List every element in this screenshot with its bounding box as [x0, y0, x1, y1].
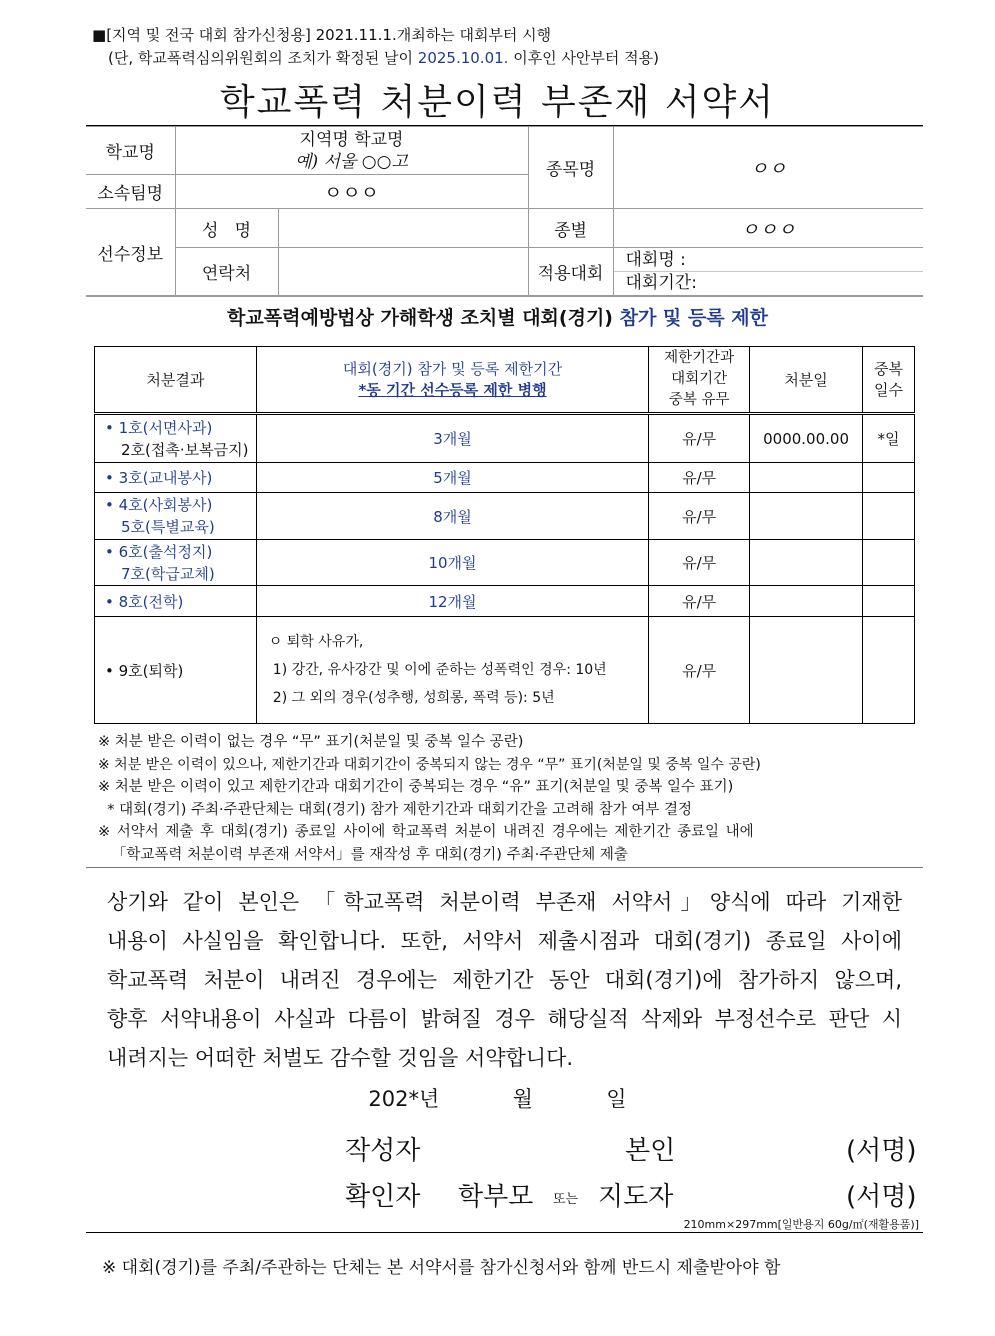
- confirmer-label: 확인자: [345, 1182, 421, 1212]
- declaration-line-2: 내용이 사실임을 확인합니다. 또한, 서약서 제출시점과 대회(경기) 종료일 사이에: [107, 929, 902, 953]
- period-cell: 10개월: [256, 540, 648, 586]
- bullet-icon: •: [105, 496, 114, 514]
- overlap-cell[interactable]: 유/무: [649, 493, 750, 540]
- contact-label: 연락처: [175, 248, 278, 296]
- school-label: 학교명: [86, 127, 175, 175]
- writer-role: 본인: [625, 1136, 676, 1166]
- confirmer-signature[interactable]: (서명): [846, 1182, 917, 1212]
- bullet-icon: •: [105, 418, 114, 437]
- notes-block: [98, 731, 928, 866]
- restriction-table: [94, 346, 915, 724]
- declaration-line-4: 향후 서약내용이 사실과 다름이 밝혀질 경우 해당실적 삭제와 부정선수로 판단 시: [107, 1007, 902, 1031]
- overlap-cell[interactable]: 유/무: [649, 540, 750, 586]
- overlap-cell[interactable]: 유/무: [649, 463, 750, 493]
- notice-line-2: [108, 47, 659, 68]
- result-cell: [95, 586, 257, 617]
- note-2: ※ 처분 받은 이력이 있으나, 제한기간과 대회기간이 중복되지 않는 경우 “무” 표기(처분일 및 중복 일수 공란): [98, 756, 761, 773]
- date-cell[interactable]: [750, 586, 863, 617]
- days-cell[interactable]: [863, 586, 915, 617]
- date-cell[interactable]: [750, 493, 863, 540]
- header-overlap: [649, 347, 750, 414]
- bullet-icon: •: [105, 469, 114, 487]
- footer-note: ※ 대회(경기)를 주최/주관하는 단체는 본 서약서를 참가신청서와 함께 반드시 제출받아야 함: [102, 1258, 781, 1278]
- header-days: [863, 347, 915, 414]
- header-days-2: 일수: [874, 380, 903, 399]
- confirmer-coach: 지도자: [598, 1182, 674, 1212]
- result-cell: [95, 493, 257, 540]
- overlap-cell[interactable]: 유/무: [649, 414, 750, 463]
- days-cell[interactable]: [863, 540, 915, 586]
- section-heading-highlight: 참가 및 등록 제한: [619, 307, 768, 329]
- info-bottom-line: [86, 296, 923, 297]
- category-value[interactable]: ㅇㅇㅇ: [613, 209, 923, 248]
- header-period-note: *동 기간 선수등록 제한 병행: [358, 380, 547, 399]
- competition-field[interactable]: [613, 248, 923, 296]
- result-cell: [95, 540, 257, 586]
- dismissal-case-1: 1) 강간, 유사강간 및 이에 준하는 성폭력인 경우: 10년: [272, 662, 607, 678]
- header-period: [256, 347, 648, 414]
- table-row: [95, 463, 915, 493]
- paper-spec: 210mm×297mm[일반용지 60g/㎡(재활용품)]: [683, 1218, 919, 1231]
- confirmer-or: 또는: [553, 1192, 579, 1207]
- effective-date: 2025.10.01.: [417, 49, 509, 67]
- dismissal-detail-cell: [256, 617, 648, 724]
- name-label: 성 명: [175, 209, 278, 248]
- result-text: 9호(퇴학): [118, 661, 184, 680]
- competition-label: 적용대회: [528, 248, 613, 296]
- result-text: 4호(사회봉사): [118, 496, 213, 514]
- page-title: 학교폭력 처분이력 부존재 서약서: [219, 82, 776, 123]
- team-value[interactable]: ㅇㅇㅇ: [175, 175, 528, 209]
- note-4: * 대회(경기) 주최·주관단체는 대회(경기) 참가 제한기간과 대회기간을 고려해 참가 여부 결정: [98, 801, 693, 818]
- note-5: ※ 서약서 제출 후 대회(경기) 종료일 사이에 학교폭력 처분이 내려진 경우에는 제한기간 종료일 내에: [98, 824, 754, 840]
- note-6: 「학교폭력 처분이력 부존재 서약서」를 재작성 후 대회(경기) 주최·주관단체 제출: [98, 846, 628, 863]
- school-value[interactable]: [175, 127, 528, 175]
- declaration-line-1: 상기와 같이 본인은 「학교폭력 처분이력 부존재 서약서」양식에 따라 기재한: [107, 890, 902, 914]
- contact-field[interactable]: [278, 248, 528, 296]
- team-label: 소속팀명: [86, 175, 175, 209]
- bullet-icon: •: [105, 542, 114, 561]
- header-result: 처분결과: [95, 347, 257, 414]
- notice-prefix: (단, 학교폭력심의위원회의 조치가 확정된 날이: [108, 49, 418, 67]
- table-row: [95, 617, 915, 724]
- period-cell: 5개월: [256, 463, 648, 493]
- result-text: 3호(교내봉사): [118, 469, 213, 487]
- date-cell[interactable]: [750, 463, 863, 493]
- period-cell: 3개월: [256, 414, 648, 463]
- result-cell: [95, 617, 257, 724]
- school-example: 예) 서울 ○○고: [295, 151, 408, 172]
- header-overlap-2: 대회기간: [671, 371, 728, 387]
- header-days-1: 중복: [874, 359, 903, 378]
- declaration-line-5: 내려지는 어떠한 처벌도 감수할 것임을 서약합니다.: [107, 1046, 574, 1070]
- section-heading-text: 학교폭력예방법상 가해학생 조치별 대회(경기): [227, 307, 620, 329]
- date-cell[interactable]: 0000.00.00: [750, 414, 863, 463]
- dismissal-case-2: 2) 그 외의 경우(성추행, 성희롱, 폭력 등): 5년: [272, 690, 555, 706]
- square-bullet-icon: ■: [92, 26, 107, 44]
- result-cell: [95, 463, 257, 493]
- result-text-2: 2호(접촉·보복금지): [121, 440, 249, 459]
- competition-name-label: 대회명 :: [614, 249, 924, 272]
- event-value[interactable]: ㅇㅇ: [613, 127, 923, 209]
- notice-suffix: 이후인 사안부터 적용): [508, 49, 660, 67]
- notice-line-1: [92, 24, 551, 45]
- header-overlap-3: 중복 유무: [668, 392, 730, 408]
- note-1: ※ 처분 받은 이력이 없는 경우 “무” 표기(처분일 및 중복 일수 공란): [98, 734, 524, 750]
- table-row: [95, 414, 915, 463]
- athlete-info-table: [86, 126, 923, 296]
- name-field[interactable]: [278, 209, 528, 248]
- header-period-main: 대회(경기) 참가 및 등록 제한기간: [342, 359, 563, 378]
- result-cell: [95, 414, 257, 463]
- athlete-info-label: 선수정보: [86, 209, 175, 296]
- dismissal-intro: ㅇ 퇴학 사유가,: [268, 634, 364, 650]
- header-overlap-1: 제한기간과: [664, 350, 735, 366]
- result-text-2: 5호(특별교육): [121, 518, 215, 536]
- footer-divider: [86, 1232, 923, 1233]
- notice-text-1: [지역 및 전국 대회 참가신청용] 2021.11.1.개최하는 대회부터 시행: [106, 26, 552, 44]
- table-row: [95, 540, 915, 586]
- header-date: 처분일: [750, 347, 863, 414]
- overlap-cell[interactable]: 유/무: [649, 586, 750, 617]
- signing-date[interactable]: 202*년 월 일: [368, 1087, 627, 1111]
- date-cell[interactable]: [750, 617, 863, 724]
- writer-label: 작성자: [345, 1136, 421, 1166]
- competition-period-label: 대회기간:: [625, 273, 697, 293]
- result-text: 6호(출석정지): [118, 542, 213, 561]
- writer-signature[interactable]: (서명): [846, 1136, 917, 1166]
- result-text-2: 7호(학급교체): [121, 564, 215, 583]
- period-cell: 8개월: [256, 493, 648, 540]
- period-cell: 12개월: [256, 586, 648, 617]
- overlap-cell[interactable]: 유/무: [649, 617, 750, 724]
- declaration: [107, 883, 902, 1078]
- days-cell[interactable]: *일: [863, 414, 915, 463]
- confirmer-parent: 학부모: [458, 1182, 534, 1212]
- result-text: 1호(서면사과): [118, 418, 213, 437]
- bullet-icon: •: [105, 592, 114, 611]
- notes-divider: [86, 867, 923, 868]
- note-3: ※ 처분 받은 이력이 있고 제한기간과 대회기간이 중복되는 경우 “유” 표기(처분일 및 중복 일수 표기): [98, 779, 734, 795]
- declaration-line-3: 학교폭력 처분이 내려진 경우에는 제한기간 동안 대회(경기)에 참가하지 않으며,: [107, 968, 902, 992]
- days-cell[interactable]: [863, 617, 915, 724]
- school-hint: 지역명 학교명: [299, 129, 404, 150]
- table-row: [95, 493, 915, 540]
- result-text: 8호(전학): [118, 592, 184, 611]
- event-label: 종목명: [528, 127, 613, 209]
- bullet-icon: •: [105, 661, 114, 680]
- table-row: [95, 586, 915, 617]
- date-cell[interactable]: [750, 540, 863, 586]
- section-heading: [0, 303, 995, 330]
- days-cell[interactable]: [863, 463, 915, 493]
- category-label: 종별: [528, 209, 613, 248]
- days-cell[interactable]: [863, 493, 915, 540]
